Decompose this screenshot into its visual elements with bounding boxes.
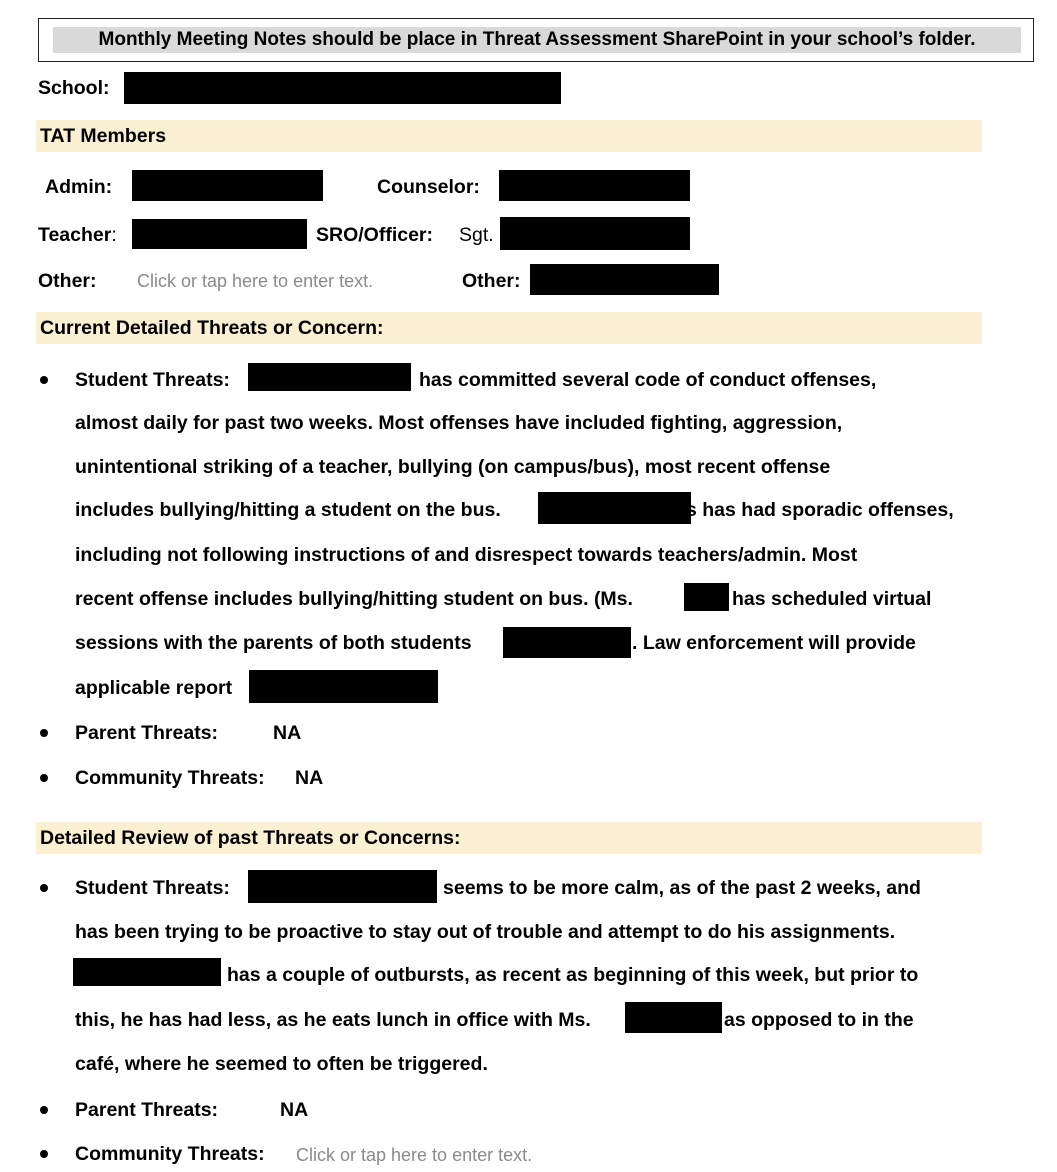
bullet: [40, 1106, 48, 1114]
paragraph-line: almost daily for past two weeks. Most offenses have included fighting, aggression,: [75, 412, 843, 434]
paragraph-line: as opposed to in the: [724, 1009, 914, 1031]
bullet: [40, 774, 48, 782]
paragraph-line: recent offense includes bullying/hitting student on bus. (Ms.: [75, 588, 633, 610]
teacher-label: Teacher: [38, 224, 112, 246]
paragraph-line: includes bullying/hitting a student on the bus.: [75, 499, 501, 521]
community-threats-text-field[interactable]: Click or tap here to enter text.: [296, 1145, 533, 1165]
counselor-label: Counselor:: [377, 176, 480, 198]
paragraph-line: unintentional striking of a teacher, bullying (on campus/bus), most recent offense: [75, 456, 831, 478]
redaction-block: [132, 170, 323, 201]
redaction-block: [248, 363, 411, 391]
paragraph-line: s has had sporadic offenses,: [686, 499, 954, 521]
section-heading: TAT Members: [40, 125, 167, 147]
student-threats-label: Student Threats:: [75, 877, 230, 899]
school-label: School:: [38, 77, 110, 99]
paragraph-line: seems to be more calm, as of the past 2 weeks, and: [443, 877, 921, 899]
instruction-banner: [38, 18, 1034, 62]
community-threats-value: NA: [295, 767, 324, 789]
student-threats-label: Student Threats:: [75, 369, 230, 391]
past-threats-heading: [36, 822, 982, 854]
paragraph-line: has scheduled virtual: [732, 588, 932, 610]
paragraph-line: sessions with the parents of both students: [75, 632, 472, 654]
banner-text: Monthly Meeting Notes should be place in Threat Assessment SharePoint in your school’s folder.: [53, 27, 1021, 53]
paragraph-line: including not following instructions of and disrespect towards teachers/admin. Most: [75, 544, 858, 566]
community-threats-label: Community Threats:: [75, 767, 265, 789]
redaction-block: [73, 958, 221, 986]
parent-threats-label: Parent Threats:: [75, 722, 219, 744]
other-label: Other:: [38, 270, 97, 292]
teacher-colon: :: [111, 224, 117, 246]
redaction-block: [500, 217, 690, 250]
teacher-label-row: [38, 222, 117, 248]
redaction-block: [499, 170, 690, 201]
paragraph-line: has a couple of outbursts, as recent as beginning of this week, but prior to: [227, 964, 919, 986]
parent-threats-label: Parent Threats:: [75, 1099, 219, 1121]
tat-members-heading: [36, 120, 982, 152]
other-label: Other:: [462, 270, 521, 292]
redaction-block: [625, 1002, 722, 1033]
parent-threats-value: NA: [280, 1099, 309, 1121]
paragraph-line: applicable report: [75, 677, 233, 699]
paragraph-line: has committed several code of conduct offenses,: [419, 369, 877, 391]
paragraph-line: has been trying to be proactive to stay out of trouble and attempt to do his assignments.: [75, 921, 896, 943]
paragraph-line: café, where he seemed to often be triggered.: [75, 1053, 488, 1075]
sro-officer-label: SRO/Officer:: [316, 224, 434, 246]
bullet: [40, 376, 48, 384]
redaction-block: [124, 72, 561, 104]
redaction-block: [684, 583, 729, 611]
redaction-block: [248, 870, 437, 903]
sro-prefix: Sgt.: [459, 224, 494, 246]
bullet: [40, 1150, 48, 1158]
redaction-block: [530, 264, 719, 295]
current-threats-heading: [36, 312, 982, 344]
paragraph-line: this, he has had less, as he eats lunch in office with Ms.: [75, 1009, 591, 1031]
redaction-block: [249, 670, 438, 703]
section-heading: Current Detailed Threats or Concern:: [40, 317, 384, 339]
bullet: [40, 884, 48, 892]
section-heading: Detailed Review of past Threats or Concerns:: [40, 827, 461, 849]
redaction-block: [132, 219, 307, 249]
redaction-block: [538, 492, 691, 524]
parent-threats-value: NA: [273, 722, 302, 744]
bullet: [40, 729, 48, 737]
redaction-block: [503, 627, 631, 658]
other-text-field[interactable]: Click or tap here to enter text.: [137, 271, 374, 291]
community-threats-label: Community Threats:: [75, 1143, 265, 1165]
admin-label: Admin:: [45, 176, 113, 198]
paragraph-line: . Law enforcement will provide: [632, 632, 916, 654]
